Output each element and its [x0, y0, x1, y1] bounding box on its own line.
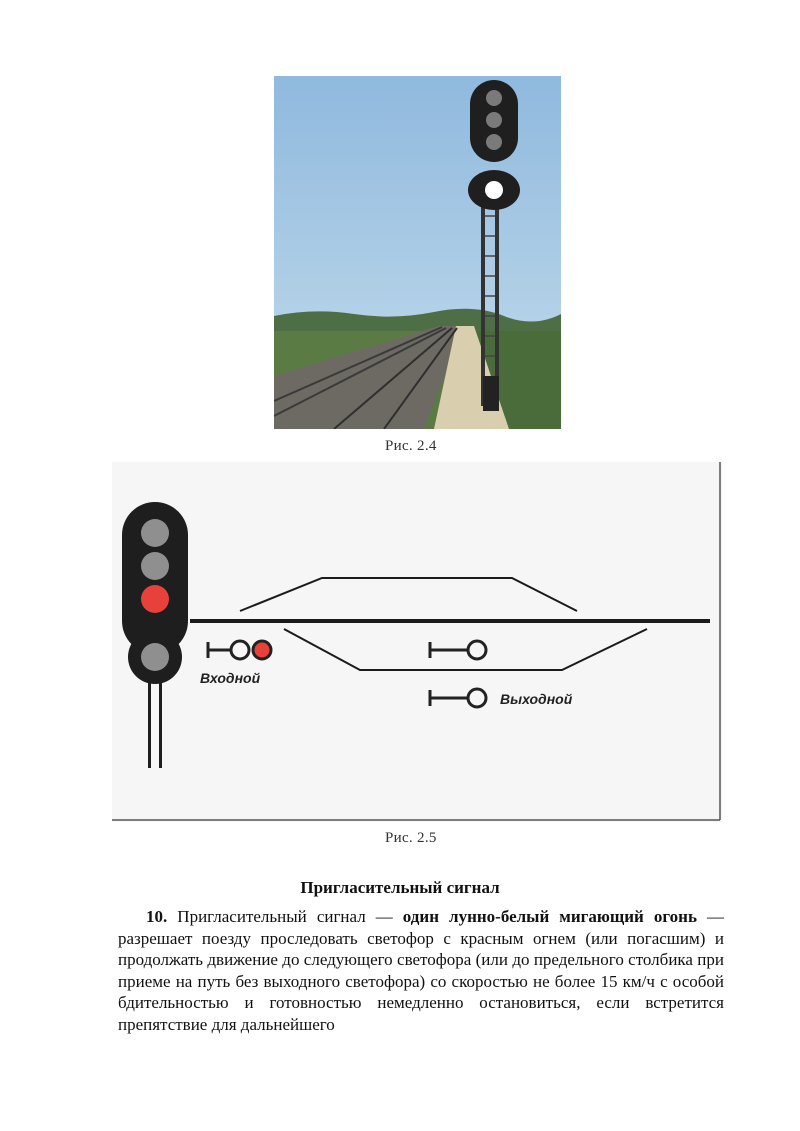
- entry-signal-label: Входной: [200, 670, 261, 686]
- lamp-off-icon: [141, 552, 169, 580]
- diagram-background: [112, 462, 722, 822]
- lamp-white-icon: [485, 181, 503, 199]
- signal-scheme-figure: [112, 462, 722, 822]
- lamp-red-icon: [141, 585, 169, 613]
- mast-right: [159, 682, 162, 768]
- lamp-off-icon: [141, 519, 169, 547]
- lamp-off-icon: [486, 90, 502, 106]
- body-paragraph: [118, 906, 724, 1035]
- lamp-invitation-icon: [141, 643, 169, 671]
- paragraph-bold: один лунно-белый мигающий огонь: [402, 907, 697, 926]
- exit-signal-label: Выходной: [500, 691, 573, 707]
- signal-photo-figure: [274, 76, 561, 429]
- paragraph-number: 10.: [146, 907, 168, 926]
- lamp-off-icon: [486, 134, 502, 150]
- section-title: Пригласительный сигнал: [300, 878, 500, 897]
- relay-box: [483, 376, 499, 411]
- lamp-off-icon: [486, 112, 502, 128]
- mast-right: [495, 196, 499, 406]
- figure-caption: Рис. 2.5: [385, 830, 437, 846]
- paragraph-lead: Пригласительный сигнал —: [167, 907, 403, 926]
- mast-left: [148, 682, 151, 768]
- figure-caption: Рис. 2.4: [385, 438, 437, 454]
- paragraph-rest: — разрешает поезду проследовать светофор с красным огнем (или погасшим) и продолжать движение до следующего светофора (или до предельного столбика при приеме на путь без выходного светофора) со скоростью не более 15 км/ч с особой бдительностью и готовностью немедленно остановиться, если встретится препятствие для дальнейшего: [118, 907, 724, 1034]
- mast-left: [481, 196, 485, 406]
